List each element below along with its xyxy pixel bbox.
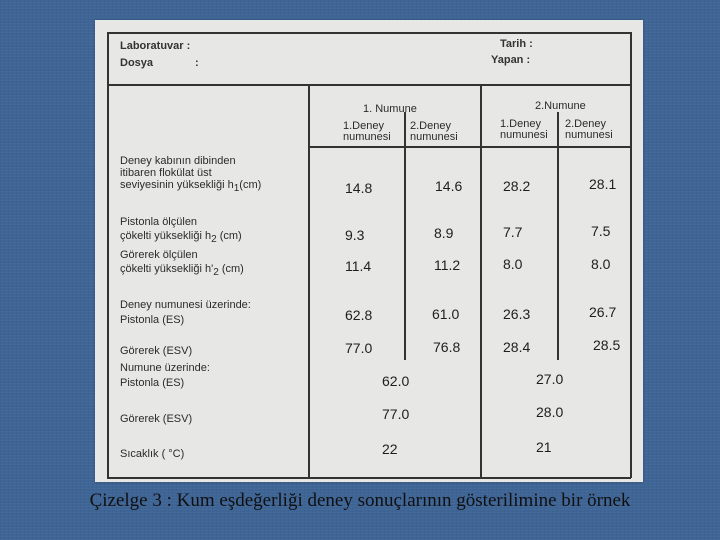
label-column-divider [308, 84, 310, 478]
avg-esv-value: 28.0 [536, 404, 564, 420]
tarih-label: Tarih : [500, 38, 533, 50]
esv-value: 28.4 [503, 339, 531, 355]
avg-es-value: 62.0 [382, 373, 410, 389]
es-row-label: Deney numunesi üzerinde: Pistonla (ES) [120, 299, 251, 326]
temp-value: 22 [382, 441, 398, 457]
yapan-label: Yapan : [491, 54, 531, 66]
sample-group-divider [480, 84, 482, 478]
h1-row-label: Deney kabının dibinden itibaren flokülat üst seviyesinin yüksekliği $h_1(cm)$ [120, 155, 262, 195]
h2p-value: 8.0 [591, 256, 611, 272]
avg-es-value: 27.0 [536, 371, 564, 387]
numune2-header: 2.Numune [535, 100, 586, 112]
avg-row-label: Numune üzerinde: Pistonla (ES) [120, 362, 210, 389]
n2-deney1-header: 1.Deney numunesi [500, 118, 548, 141]
dosya-colon: : [195, 57, 199, 69]
table-left-border [107, 32, 109, 478]
es-value: 61.0 [432, 306, 460, 322]
numune1-header: 1. Numune [363, 103, 417, 115]
h2-value: 7.5 [591, 223, 611, 239]
sample1-test-divider [404, 112, 406, 360]
h2-row-label: Pistonla ölçülen çökelti yüksekliği $h_2$ (cm) [120, 216, 242, 246]
h1-value: 14.8 [345, 180, 373, 196]
es-value: 26.3 [503, 306, 531, 322]
esv-value: 77.0 [345, 340, 373, 356]
sample2-test-divider [557, 112, 559, 360]
h1-value: 14.6 [435, 178, 463, 194]
h2p-value: 8.0 [503, 256, 523, 272]
h2-value: 8.9 [434, 225, 454, 241]
h2-value: 7.7 [503, 224, 523, 240]
n1-deney2-header: 2.Deney numunesi [410, 120, 458, 143]
h1-value: 28.1 [589, 176, 617, 192]
table-top-border [107, 32, 631, 34]
esv-value: 28.5 [593, 337, 621, 353]
column-header-divider [308, 146, 631, 148]
table-bottom-border [107, 477, 631, 479]
table-right-border [630, 32, 632, 478]
h2p-row-label: Görerek ölçülen çökelti yüksekliği $h'_2$ (cm) [120, 249, 244, 279]
esv-value: 76.8 [433, 339, 461, 355]
h2-value: 9.3 [345, 227, 365, 243]
avg-esv-value: 77.0 [382, 406, 410, 422]
form-header-divider [107, 84, 631, 86]
n2-deney2-header: 2.Deney numunesi [565, 118, 613, 141]
h1-value: 28.2 [503, 178, 531, 194]
n1-deney1-header: 1.Deney numunesi [343, 120, 391, 143]
dosya-label: Dosya [120, 57, 154, 69]
es-value: 26.7 [589, 304, 617, 320]
es-value: 62.8 [345, 307, 373, 323]
h2p-value: 11.4 [345, 258, 372, 274]
scanned-table-sheet [95, 20, 643, 482]
avg-esv-row-label: Görerek (ESV) [120, 413, 193, 425]
laboratuvar-label: Laboratuvar : [120, 40, 191, 52]
temp-row-label: Sıcaklık ( °C) [120, 448, 185, 460]
temp-value: 21 [536, 439, 552, 455]
h2p-value: 11.2 [434, 257, 461, 273]
table-caption: Çizelge 3 : Kum eşdeğerliği deney sonuçlarının gösterilimine bir örnek [89, 490, 631, 511]
esv-row-label: Görerek (ESV) [120, 345, 193, 357]
